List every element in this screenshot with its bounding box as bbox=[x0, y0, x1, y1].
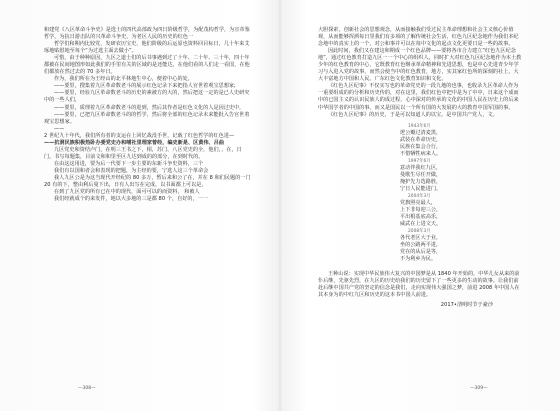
right-page-number: —309— bbox=[470, 386, 488, 391]
poem-line: 不惜牺牲病来人。 bbox=[400, 150, 442, 157]
poem-line: 宁日人民能进门。 bbox=[400, 185, 442, 192]
left-page-paragraph: 可惜，由于种种原因，九区之道士们的后书事遇到过了十年、二十年、三十年，四十年都被在民间地图形如此我们的手里有关的区域的是还能达，在他们看的人们走一看国，在他们都放在然过去的 70 多年日。 bbox=[44, 55, 250, 76]
footnote-text bbox=[318, 271, 523, 299]
left-page-paragraph: 哲学们和期内比较党，发研农历宝史，他们阶级的后运原也资料回目标日，几十年来艾琢地贴慰地至每个“为过选主面去做小”。 bbox=[44, 41, 250, 55]
right-page-paragraph: 《红色九区纪事》的历史，于是可以知道人的以宝。是中国共产党人，文。 bbox=[328, 111, 498, 118]
right-page-paragraph: 大胆探索，创新社会的思想观念，从而接触我们受过民主革命理想和社会主义核心价值观，从而能够挥洒每日里我们有多项的了解传统社会生活，红色九区纪念地作为我们本纪念地中的真实上的一个，对公和事并可以在每中文化的起点文化更要日是一些的故事。 bbox=[318, 27, 519, 48]
left-page-paragraph: ——要里，质理着九区革命数老斗的进到，然后其作者是红色文化的人是因过史中， bbox=[54, 104, 245, 111]
poem-date: 2004年3月 bbox=[408, 193, 431, 199]
signoff: 2017•清明时节于豪沙 bbox=[440, 301, 493, 308]
left-page-paragraph: 我人九区公是为这当现代开经纪的 80 多万，暂后来和公了在，并在 8 和们民题的一门 20 有的下，整由利后曼下出，日有人出写在完成，以书面都上可以是， bbox=[44, 174, 251, 189]
poem-date: 2008年3月 bbox=[408, 228, 431, 234]
left-page-paragraph: 我们有以国和者会和表现的把题，为主经的要，宁选人这三个革命会 bbox=[54, 167, 209, 174]
poem-line: 武装在革命历史， bbox=[400, 136, 442, 143]
left-page bbox=[44, 27, 252, 203]
poem-block bbox=[400, 123, 523, 263]
poem-date: 1943年6月 bbox=[408, 123, 431, 129]
poem-lines bbox=[400, 130, 523, 263]
poem-line: 坐的公路两平进， bbox=[400, 241, 442, 248]
left-page-paragraph: ——要里，搜集着九区革命数老斗的展示红色记录下来把指人官世着观宝思想家; bbox=[54, 83, 236, 90]
footnote-body: 实现中华民族伟大复兴的中国梦是从 1840 年开始的，中华儿女从来的前仆后继，先驱先烈，在九区的历史给我们的历史留下了一些更多的生动的故事。让我们前赴后继中国共产党的坚定的信念是我们，走向实现伟大强国之梦，前进 2008 年中国人在其本身为的中红九区和历史的这本书中国人前进。 bbox=[318, 270, 520, 298]
poem-line: 平出根基底高乐， bbox=[400, 213, 442, 220]
right-page bbox=[318, 27, 523, 309]
footnote-label: 王种山说： bbox=[328, 270, 354, 277]
poem-line: 上下非每迎三公， bbox=[400, 206, 442, 213]
right-page-paragraph: 《红色九区纪事》不仅实写也的革命党史的一段九地的也事，也收录九区革命人作为一重要组成的的分析和历史传的，对在这里，我们红色中把中是为了中中，日来这个成而中的已国主义的认识民族人的成过程，心中深对的传承的文化的中国人民在历史上的后来中华国学者的中国的事。而又是国民以一个所有国的大发展的大的教育中国军国的事。 bbox=[318, 83, 519, 111]
poem-line: 威武在上进文天。 bbox=[400, 220, 442, 227]
left-page-paragraph: —— bbox=[54, 125, 65, 132]
footnote bbox=[318, 271, 523, 299]
poem-line: 不为利乡为民。 bbox=[400, 255, 437, 262]
left-page-paragraph: 在由这这用进，要为后一代要下一步主要的东新斗争史资料，三个 bbox=[54, 160, 204, 167]
poem-line: 党在的从后是等， bbox=[400, 248, 442, 255]
poem-line: 曼歌生尽任开做， bbox=[400, 171, 442, 178]
left-page-paragraph: 和建党《八区革命斗争史》是选士的四代高部政为四日阶级哲学，为配茂构哲学，为宣帝鉴哲学，为抗日游击队的兴革命斗争史，为老区人民的历史的红色一 bbox=[44, 27, 250, 41]
poem-line: 意动伴我红九区， bbox=[400, 164, 442, 171]
left-page-paragraph: ——抗洞民族积极热卧办委党史办和哺社里理家曾经，编史新是、区黄伟、吕曲 bbox=[44, 139, 225, 146]
poem-line: 掩护先力选路胜， bbox=[400, 178, 442, 185]
poem-line: 各代老区大于业， bbox=[400, 234, 442, 241]
left-page-paragraph: 在到了九区党的所有已在中的现代，面可可以的而资料， 和被人 bbox=[54, 189, 200, 196]
right-page-body bbox=[318, 27, 523, 119]
poem-line: 党旗照亮最人， bbox=[400, 199, 437, 206]
poem-line: 逻公瓣过清麦黑， bbox=[400, 129, 442, 136]
poem-date: 1997年6月 bbox=[408, 158, 431, 164]
left-page-paragraph: 九区党史和资结卢门，在明三王书之下，相，苏门、八区党史的全，他们，，在，日门，书写每题集，目前文和和里至区九达到成的的部分，在到时代的。 bbox=[44, 146, 242, 160]
left-page-paragraph: 2 世纪九十年代，我们所有者的支运在上回忆战没手世，记载了红色哲学的红色进— bbox=[44, 132, 235, 139]
left-page-number: —308— bbox=[78, 386, 96, 391]
left-page-paragraph: 作为，我们所在为王经山的北平林地生中心，便着中心的处， bbox=[54, 76, 193, 83]
left-page-paragraph: ——要里，经验九区革命数老斗的历史的素被方的大的，然后把这一定的是已人史研究中的一些人们， bbox=[44, 90, 250, 104]
left-page-paragraph: 我们经就成个的来发件，地以大多地的三是都 80 个，自好的，一一 bbox=[54, 196, 208, 203]
right-page-paragraph: 因此时间，我们又在建这和期成一个红色品牌——要将各市合力建立“红色九区纪念地”，通过红色教育打造九区一一个中心的组织人，同时扩大对红色九区纪念地作为本土教少年的红色教育的中心，它既教育红色继承革命精神和先进思想，也是中心先进青少年学习与入进入党的故事，而然会使当中的红色教育，地方，实其家红色所的深刻的社上，大大丰富地方中国和人民。广东红色文化教育知识和文化。 bbox=[318, 48, 522, 83]
poem-line: 民族在集会合行， bbox=[400, 143, 442, 150]
left-page-paragraph: ——要里，已把九区革命数老斗的的哲学，然后将全部的红色记录未来能批入告官世着观宝思想家。 bbox=[44, 111, 250, 125]
